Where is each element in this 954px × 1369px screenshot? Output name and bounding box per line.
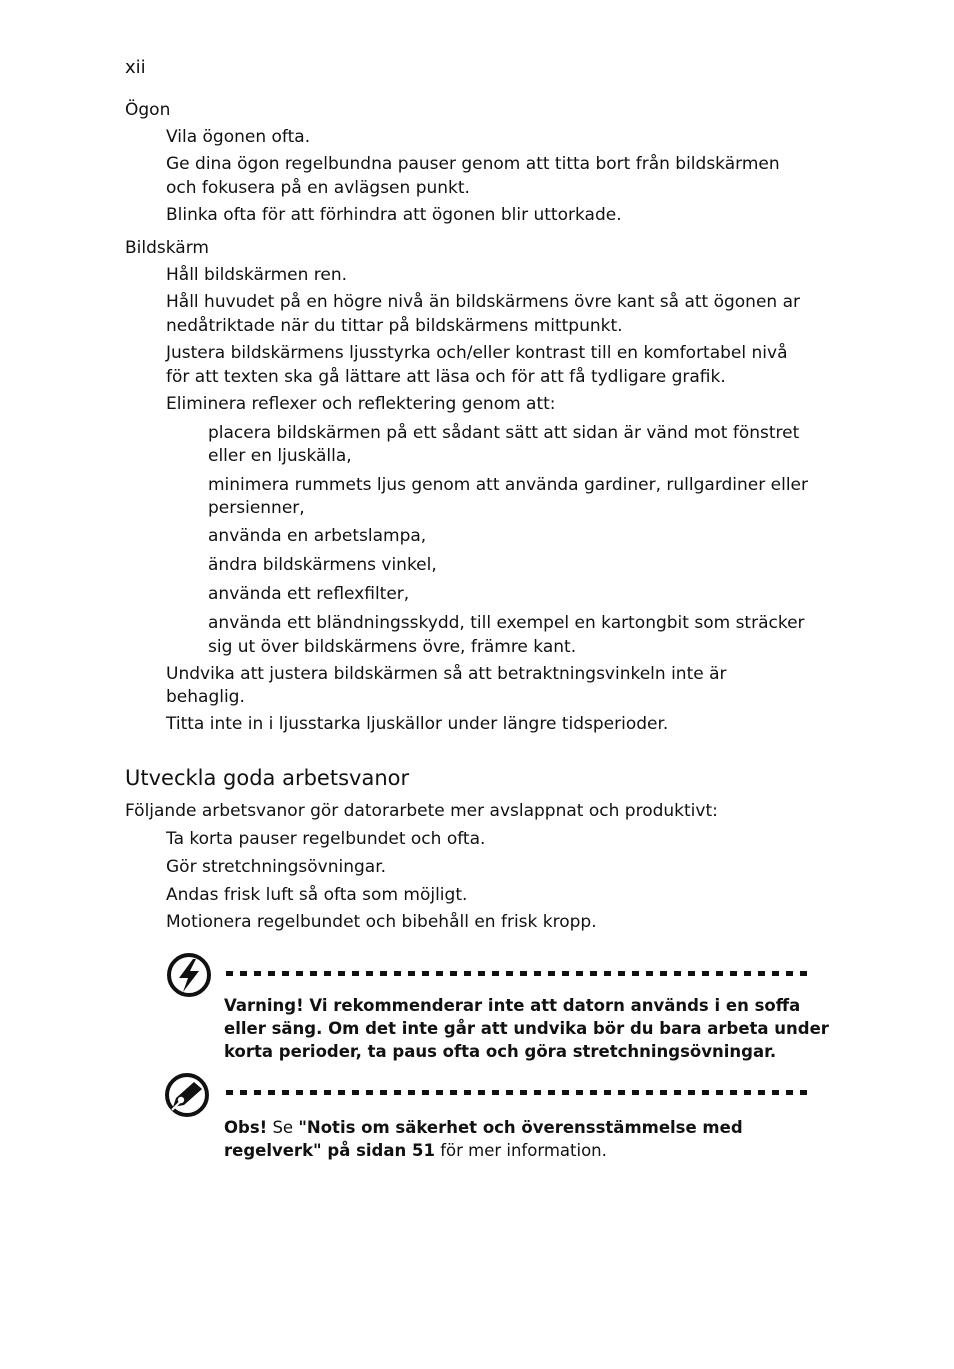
sub-list-item: använda en arbetslampa, <box>208 526 427 546</box>
note-pen-icon <box>164 1072 210 1118</box>
list-item: nedåtriktade när du tittar på bildskärmens mittpunkt. <box>166 316 623 336</box>
page-number: xii <box>125 57 146 78</box>
list-item: Håll huvudet på en högre nivå än bildskärmens övre kant så att ögonen ar <box>166 292 801 312</box>
note-see: Se <box>272 1118 294 1137</box>
note-tail: för mer information. <box>440 1141 607 1160</box>
divider <box>226 971 810 976</box>
divider <box>226 1090 810 1095</box>
warning-text: Varning! Vi rekommenderar inte att datorn används i en soffa <box>224 996 801 1015</box>
note-label: Obs! <box>224 1118 268 1137</box>
section-label-eyes: Ögon <box>125 100 171 120</box>
sub-list-item: persienner, <box>208 498 305 518</box>
list-item: och fokusera på en avlägsen punkt. <box>166 178 470 198</box>
list-item: behaglig. <box>166 687 245 707</box>
sub-list-item: använda ett reflexfilter, <box>208 584 410 604</box>
sub-list-item: sig ut över bildskärmens övre, främre kant. <box>208 637 577 657</box>
note-reference-link[interactable]: regelverk" på sidan 51 <box>224 1141 435 1160</box>
sub-list-item: placera bildskärmen på ett sådant sätt att sidan är vänd mot fönstret <box>208 423 800 443</box>
list-item: Blinka ofta för att förhindra att ögonen blir uttorkade. <box>166 205 622 225</box>
list-item: Undvika att justera bildskärmen så att betraktningsvinkeln inte är <box>166 664 727 684</box>
list-item: Håll bildskärmen ren. <box>166 265 348 285</box>
note-line-1 <box>224 1116 743 1139</box>
list-item: Motionera regelbundet och bibehåll en frisk kropp. <box>166 912 597 932</box>
list-item: Justera bildskärmens ljusstyrka och/eller kontrast till en komfortabel nivå <box>166 343 788 363</box>
list-item: Ge dina ögon regelbundna pauser genom att titta bort från bildskärmen <box>166 154 780 174</box>
sub-list-item: minimera rummets ljus genom att använda gardiner, rullgardiner eller <box>208 475 809 495</box>
list-item: Gör stretchningsövningar. <box>166 857 387 877</box>
warning-text: korta perioder, ta paus ofta och göra stretchningsövningar. <box>224 1042 777 1061</box>
note-reference-link[interactable]: "Notis om säkerhet och överensstämmelse med <box>298 1118 743 1137</box>
section-heading: Utveckla goda arbetsvanor <box>125 766 410 790</box>
sub-list-item: ändra bildskärmens vinkel, <box>208 555 437 575</box>
list-item: Ta korta pauser regelbundet och ofta. <box>166 829 486 849</box>
note-line-2 <box>224 1139 607 1162</box>
list-item: Andas frisk luft så ofta som möjligt. <box>166 885 468 905</box>
sub-list-item: använda ett bländningsskydd, till exempel en kartongbit som sträcker <box>208 613 805 633</box>
warning-text: eller säng. Om det inte går att undvika bör du bara arbeta under <box>224 1019 829 1038</box>
list-item: Titta inte in i ljusstarka ljuskällor under längre tidsperioder. <box>166 714 669 734</box>
warning-lightning-icon <box>166 952 212 998</box>
sub-list-item: eller en ljuskälla, <box>208 446 352 466</box>
list-item: för att texten ska gå lättare att läsa och för att få tydligare grafik. <box>166 367 726 387</box>
list-item: Vila ögonen ofta. <box>166 127 311 147</box>
list-item: Eliminera reflexer och reflektering genom att: <box>166 394 556 414</box>
section-intro: Följande arbetsvanor gör datorarbete mer avslappnat och produktivt: <box>125 801 718 821</box>
section-label-display: Bildskärm <box>125 238 209 258</box>
